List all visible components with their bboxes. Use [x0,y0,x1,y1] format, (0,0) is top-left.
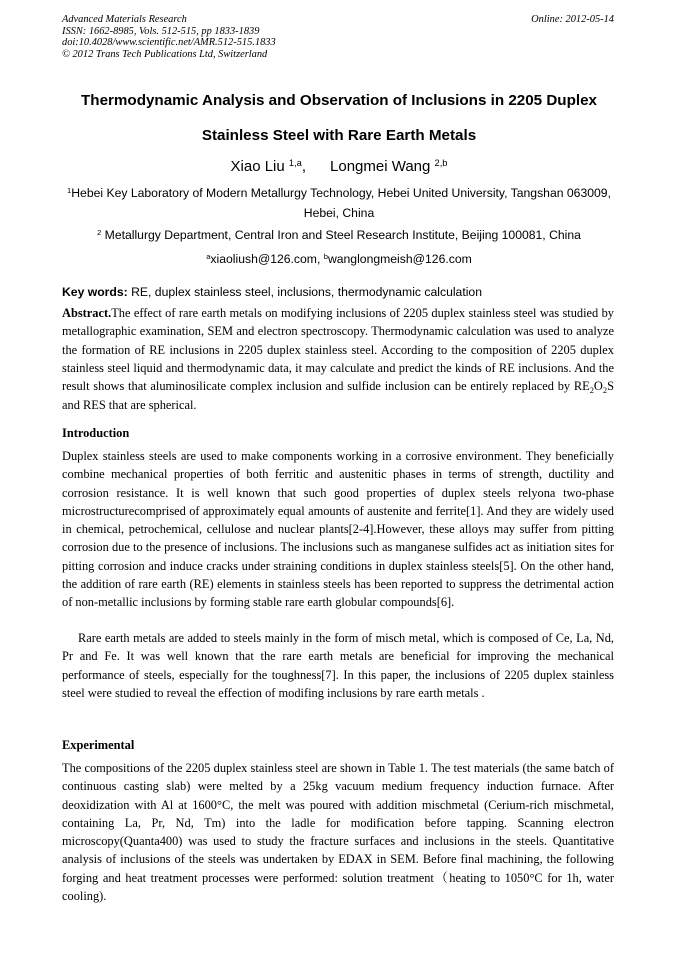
journal-header [62,14,614,60]
keywords-label: Key words: [62,285,128,299]
introduction-heading: Introduction [62,426,130,440]
affiliation-1-mark: 1 [67,185,72,195]
abstract [62,304,614,415]
author-2-affiliation-mark: 2,b [434,157,448,168]
issn-line: ISSN: 1662-8985, Vols. 512-515, pp 1833-1839 [62,25,260,37]
abstract-label: Abstract. [62,306,112,320]
abstract-subscript-2: 2 [602,384,608,395]
affiliation-1 [62,184,616,223]
email-a: xiaoliush@126.com [210,252,317,266]
email-b-mark: b [323,251,328,261]
paper-title-line1: Thermodynamic Analysis and Observation of Inclusions in 2205 Duplex [81,92,597,109]
email-separator: , [316,252,324,266]
experimental-heading: Experimental [62,738,135,752]
introduction-paragraph-2: Rare earth metals are added to steels mainly in the form of misch metal, which is composed of Ce, La, Nd, Pr and Fe. It was well known that the rare earth metals are beneficial for improving the mechanical performance of steels, especially for the toughness[7]. In this paper, the inclusions of 2205 duplex stainless steel were studied to reveal the effection of modifing inclusions by rare earth metals . [62,631,614,700]
affiliation-1-text: Hebei Key Laboratory of Modern Metallurgy Technology, Hebei United University, Tangshan 063009, Hebei, China [71,186,611,220]
author-1-affiliation-mark: 1,a [288,157,302,168]
abstract-text-end: S and RES that are spherical. [62,379,614,413]
affiliation-2-mark: 2 [97,227,102,237]
author-2-name: Longmei Wang [330,158,431,175]
doi-line: doi:10.4028/www.scientific.net/AMR.512-515.1833 [62,37,276,49]
introduction-paragraph-1: Duplex stainless steels are used to make components working in a corrosive environment. They beneficially combine mechanical properties of both ferritic and austenitic phases in terms of strength, ductility and corrosion resistance. It is well known that such good properties of duplex steels relyona two-phase microstructurecomprised of approximately equal amounts of austenite and ferrite[1]. And they are widely used in chemical, petrochemical, cellulose and nuclear plants[2-4].However, these alloys may suffer from pitting corrosion due to the presence of inclusions. The inclusions such as manganese sulfides act as initiation sites for pitting corrosion and induce cracks under straining conditions in duplex stainless steels[5]. On the other hand, the addition of rare earth (RE) elements in stainless steels has been reported to suppress the detrimental action of non-metallic inclusions by forming stable rare earth globular compounds[6]. [62,449,614,610]
author-1-name: Xiao Liu [230,158,285,175]
abstract-subscript-1: 2 [589,384,594,395]
email-line [62,250,616,270]
copyright-line: © 2012 Trans Tech Publications Ltd, Switzerland [62,48,268,60]
abstract-text: The effect of rare earth metals on modifying inclusions of 2205 duplex stainless steel was studied by metallographic examination, SEM and electron spectroscopy. Thermodynamic calculation was used to analyze the formation of RE inclusions in 2205 duplex stainless steel. According to the composition of 2205 duplex stainless steel liquid and thermodynamic data, it may calculate and predict the kinds of RE inclusions. And the result shows that aluminosilicate complex inclusion and sulfide inclusion can be entirely replaced by RE [62,306,614,394]
paper-title-line2: Stainless Steel with Rare Earth Metals [201,127,477,144]
keywords-text: RE, duplex stainless steel, inclusions, thermodynamic calculation [127,285,482,299]
journal-name: Advanced Materials Research [62,14,187,25]
keywords [62,284,622,300]
affiliation-2 [62,226,616,246]
online-date: Online: 2012-05-14 [531,14,614,25]
email-a-mark: a [206,251,211,261]
affiliation-2-text: Metallurgy Department, Central Iron and Steel Research Institute, Beijing 100081, China [101,228,581,242]
abstract-formula-o: O [593,379,603,394]
author-separator: , [301,158,307,175]
email-b: wanglongmeish@126.com [327,252,472,266]
author-line [40,158,638,177]
experimental-paragraph-1: The compositions of the 2205 duplex stainless steel are shown in Table 1. The test materials (the same batch of continuous casting slab) were melted by a 25kg vacuum medium frequency induction furnace. After deoxidization with Al at 1600°C, the melt was poured with addition mischmetal (Cerium-rich mischmetal, containing La, Pr, Nd, Tm) into the ladle for modification before tapping. Scanning electron microscopy(Quanta400) was used to study the fracture surfaces and inclusions in the steels. Quantitative analysis of inclusions of the steels was undertaken by EDAX in SEM. Before final machining, the following forging and heat treatment processes were performed: solution treatment（heating to 1050°C for 1h, water cooling). [62,761,614,904]
